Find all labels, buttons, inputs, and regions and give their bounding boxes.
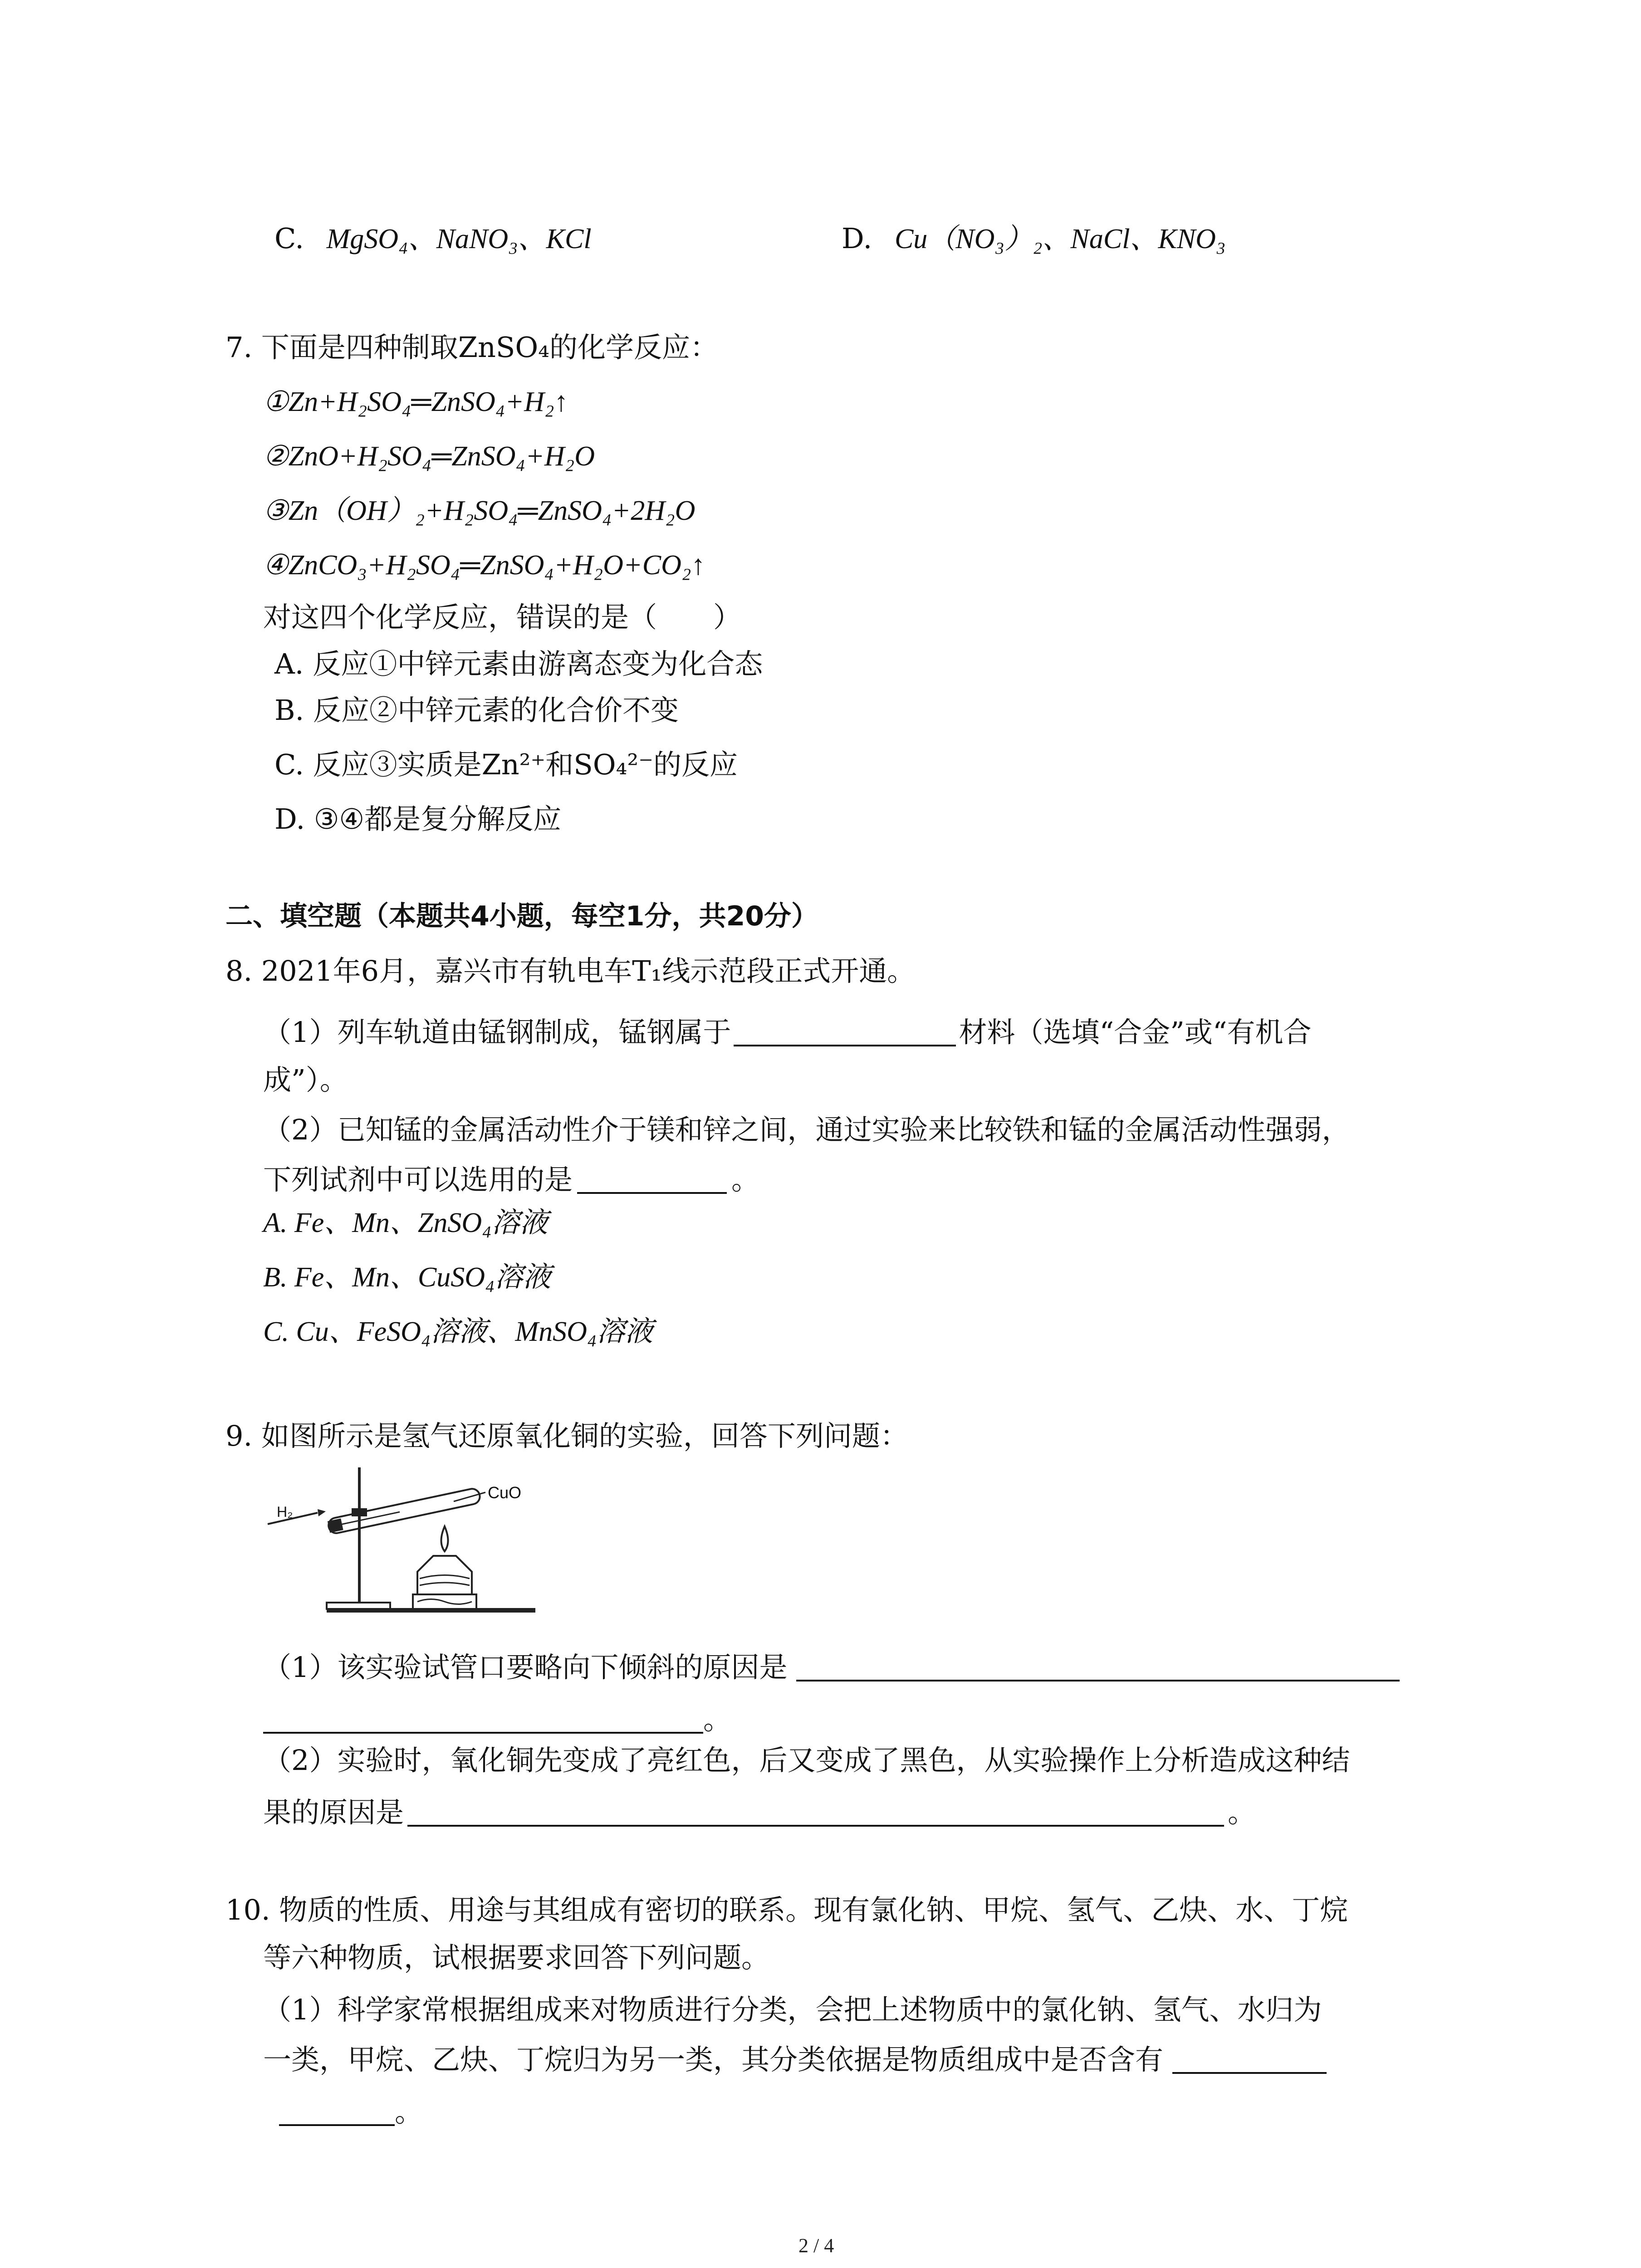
q8-part2: （2）已知锰的金属活动性介于镁和锌之间，通过实验来比较铁和锰的金属活动性强弱， bbox=[263, 1113, 1350, 1146]
answer-blank[interactable] bbox=[263, 1706, 703, 1734]
q7-option-b: B. 反应②中锌元素的化合价不变 bbox=[274, 694, 679, 727]
apparatus-figure bbox=[263, 1458, 535, 1631]
q7-option-c: C. 反应③实质是Zn²⁺和SO₄²⁻的反应 bbox=[274, 748, 738, 781]
text: 一类，甲烷、乙炔、丁烷归为另一类，其分类依据是物质组成中是否含有 bbox=[263, 2043, 1164, 2076]
text: （1）该实验试管口要略向下倾斜的原因是 bbox=[263, 1651, 788, 1684]
q10-part1-cont2 bbox=[279, 2095, 423, 2128]
q9-part1 bbox=[263, 1651, 1400, 1684]
q7-stem: 7. 下面是四种制取ZnSO₄的化学反应： bbox=[225, 331, 719, 364]
q9-part2: （2）实验时，氧化铜先变成了亮红色，后又变成了黑色，从实验操作上分析造成这种结 bbox=[263, 1744, 1350, 1777]
q9-stem: 9. 如图所示是氢气还原氧化铜的实验，回答下列问题： bbox=[225, 1419, 908, 1452]
answer-blank[interactable] bbox=[577, 1166, 727, 1194]
text: 材料（选填“合金”或“有机合 bbox=[959, 1016, 1312, 1049]
q8-option-a: A. Fe、Mn、ZnSO₄溶液 bbox=[263, 1207, 548, 1238]
text: 。 bbox=[703, 1703, 732, 1736]
answer-blank[interactable] bbox=[734, 1018, 956, 1046]
option-formula: MgSO₄、NaNO₃、KCl bbox=[326, 224, 592, 254]
q6-option-d bbox=[842, 222, 1226, 255]
q7-reaction-2: ②ZnO+H₂SO₄═ZnSO₄+H₂O bbox=[263, 441, 595, 472]
q8-option-b: B. Fe、Mn、CuSO₄溶液 bbox=[263, 1262, 551, 1293]
page-number: 2 / 4 bbox=[798, 2234, 834, 2257]
q10-stem: 10. 物质的性质、用途与其组成有密切的联系。现有氯化钠、甲烷、氢气、乙炔、水、丁烷 bbox=[225, 1893, 1348, 1926]
q10-stem-cont: 等六种物质，试根据要求回答下列问题。 bbox=[263, 1941, 770, 1974]
text: 果的原因是 bbox=[263, 1796, 404, 1829]
q7-reaction-1: ①Zn+H₂SO₄═ZnSO₄+H₂↑ bbox=[263, 386, 568, 417]
q10-part1-cont bbox=[263, 2043, 1327, 2076]
q7-reaction-3: ③Zn（OH）₂+H₂SO₄═ZnSO₄+2H₂O bbox=[263, 495, 696, 526]
text: 。 bbox=[731, 1163, 760, 1196]
q8-part1-cont: 成”）。 bbox=[263, 1063, 348, 1096]
h2-label: H₂ bbox=[277, 1504, 293, 1520]
q7-question: 对这四个化学反应，错误的是（ ） bbox=[263, 601, 742, 634]
option-formula: Cu（NO₃）₂、NaCl、KNO₃ bbox=[894, 224, 1226, 254]
option-label: C. bbox=[274, 222, 304, 255]
q8-part2-cont bbox=[263, 1163, 760, 1196]
answer-blank[interactable] bbox=[796, 1653, 1400, 1681]
q6-option-c bbox=[274, 222, 592, 255]
text: 。 bbox=[395, 2095, 423, 2128]
answer-blank[interactable] bbox=[1172, 2046, 1327, 2074]
q9-part2-cont bbox=[263, 1796, 1256, 1829]
q8-stem: 8. 2021年6月，嘉兴市有轨电车T₁线示范段正式开通。 bbox=[225, 954, 916, 987]
q7-option-d: D. ③④都是复分解反应 bbox=[274, 802, 562, 836]
text: （1）列车轨道由锰钢制成，锰钢属于 bbox=[263, 1016, 731, 1049]
q8-part1 bbox=[263, 1016, 1312, 1049]
q8-option-c: C. Cu、FeSO₄溶液、MnSO₄溶液 bbox=[263, 1316, 653, 1347]
q7-reaction-4: ④ZnCO₃+H₂SO₄═ZnSO₄+H₂O+CO₂↑ bbox=[263, 550, 705, 581]
section-title: 二、填空题（本题共4小题，每空1分，共20分） bbox=[225, 900, 818, 932]
answer-blank[interactable] bbox=[279, 2098, 395, 2126]
answer-blank[interactable] bbox=[407, 1799, 1224, 1827]
q9-part1-cont bbox=[263, 1703, 732, 1736]
text: 。 bbox=[1228, 1796, 1256, 1829]
q10-part1: （1）科学家常根据组成来对物质进行分类，会把上述物质中的氯化钠、氢气、水归为 bbox=[263, 1993, 1322, 2026]
text: 下列试剂中可以选用的是 bbox=[263, 1163, 573, 1196]
option-label: D. bbox=[842, 222, 872, 255]
q7-option-a: A. 反应①中锌元素由游离态变为化合态 bbox=[274, 647, 763, 680]
cuo-label: CuO bbox=[488, 1483, 522, 1502]
